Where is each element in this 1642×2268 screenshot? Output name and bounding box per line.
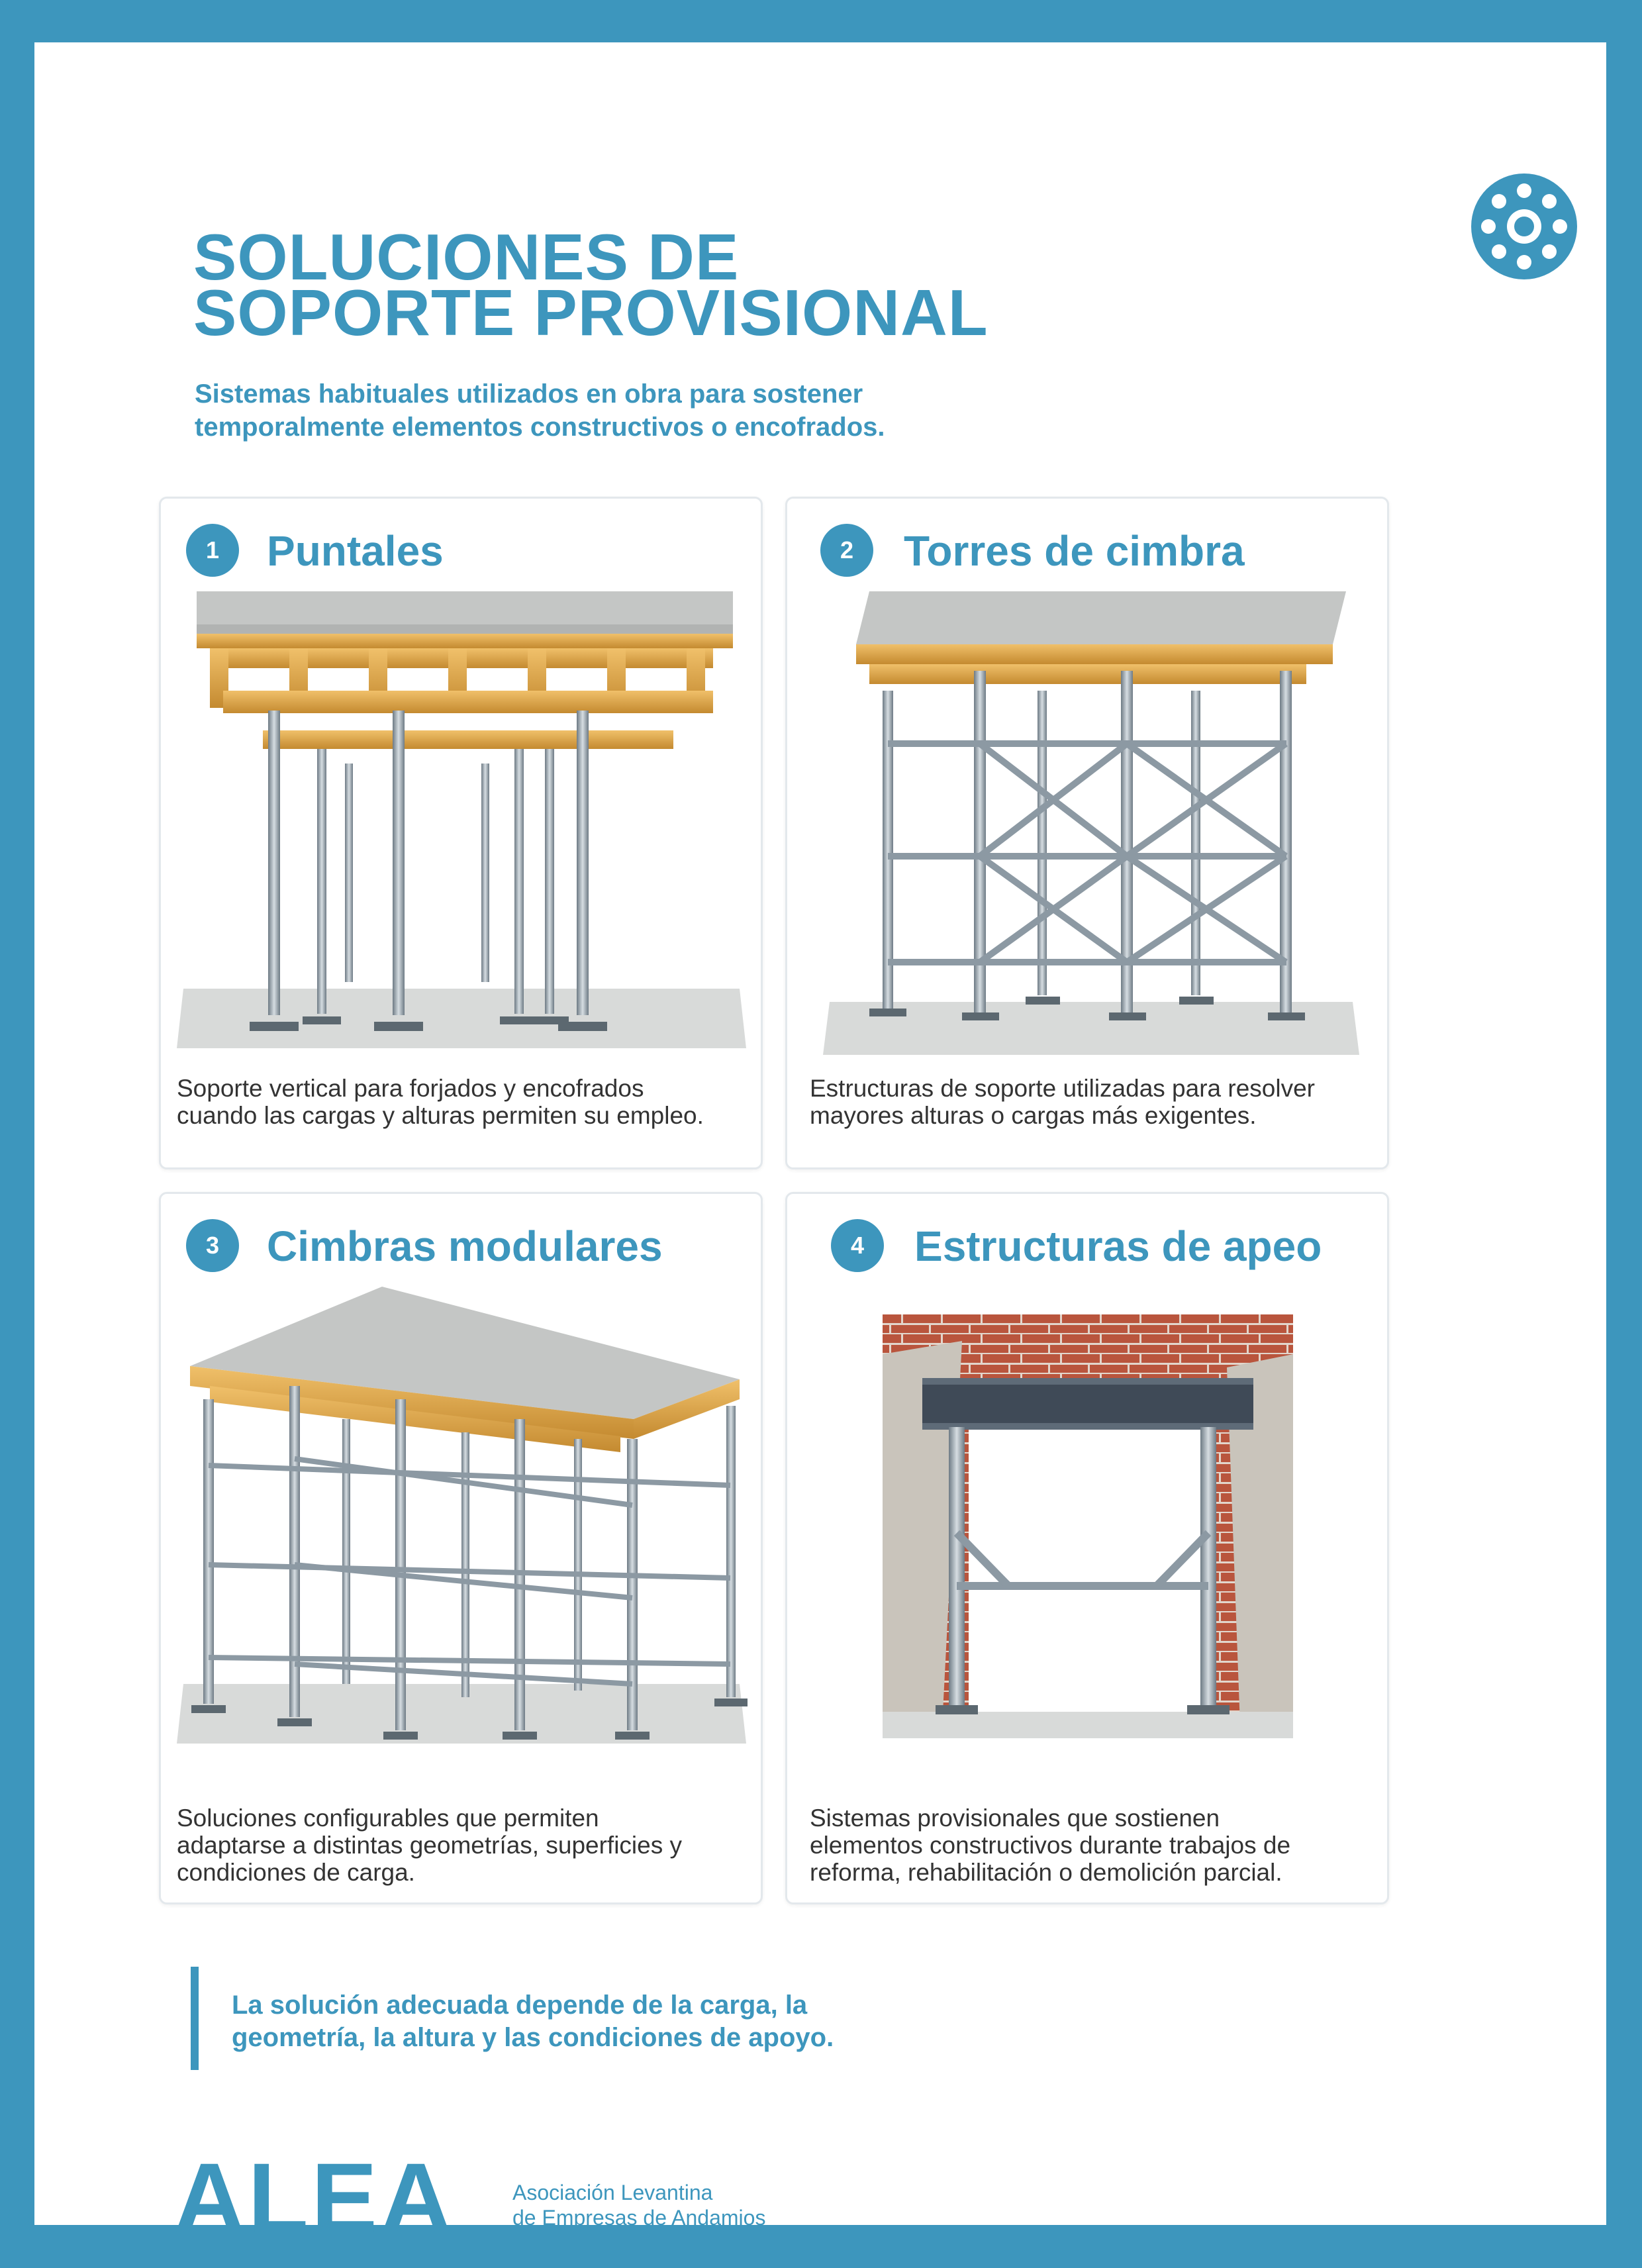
card-description xyxy=(177,1075,704,1129)
closing-statement xyxy=(232,1989,834,2054)
page-title xyxy=(193,221,989,349)
subtitle-line-2: temporalmente elementos constructivos o encofrados. xyxy=(195,413,885,442)
card-description-line: reforma, rehabilitación o demolición parcial. xyxy=(810,1859,1282,1886)
card-title: Puntales xyxy=(267,527,444,575)
card-number-badge: 2 xyxy=(820,524,873,577)
shoring-frame-illustration xyxy=(883,1314,1293,1738)
card-estructuras-de-apeo xyxy=(785,1192,1389,1904)
card-puntales xyxy=(159,497,763,1169)
card-description xyxy=(810,1075,1315,1129)
card-title: Cimbras modulares xyxy=(267,1222,663,1270)
brand-logo-text: ALEA xyxy=(173,2142,455,2253)
card-title: Torres de cimbra xyxy=(904,527,1245,575)
bearing-ring-icon xyxy=(1471,173,1577,279)
page-subtitle xyxy=(195,377,1320,444)
card-description-line: Soporte vertical para forjados y encofrados xyxy=(177,1075,644,1102)
card-description xyxy=(810,1804,1290,1886)
page-title-line-2: SOPORTE PROVISIONAL xyxy=(193,276,989,349)
card-description-line: mayores alturas o cargas más exigentes. xyxy=(810,1102,1257,1129)
card-title: Estructuras de apeo xyxy=(914,1222,1322,1270)
card-number-badge: 1 xyxy=(186,524,239,577)
card-description-line: Sistemas provisionales que sostienen xyxy=(810,1804,1220,1832)
subtitle-line-1: Sistemas habituales utilizados en obra para sostener xyxy=(195,379,863,409)
card-description-line: cuando las cargas y alturas permiten su empleo. xyxy=(177,1102,704,1129)
card-description xyxy=(177,1804,682,1886)
brand-tagline xyxy=(512,2180,765,2230)
shoring-towers-illustration xyxy=(797,591,1379,1055)
card-description-line: Soluciones configurables que permiten xyxy=(177,1804,599,1832)
card-torres-de-cimbra xyxy=(785,497,1389,1169)
closing-statement-line-2: geometría, la altura y las condiciones de apoyo. xyxy=(232,2023,834,2052)
card-description-line: elementos constructivos durante trabajos de xyxy=(810,1832,1291,1859)
modular-shoring-illustration xyxy=(170,1287,753,1750)
brand-tagline-line-2: de Empresas de Andamios xyxy=(512,2206,766,2230)
card-number-badge: 4 xyxy=(831,1219,884,1272)
quote-accent-bar xyxy=(191,1967,199,2070)
card-description-line: Estructuras de soporte utilizadas para resolver xyxy=(810,1075,1315,1102)
props-illustration xyxy=(170,591,753,1055)
page-title-line-1: SOLUCIONES DE xyxy=(193,221,740,293)
card-description-line: condiciones de carga. xyxy=(177,1859,415,1886)
card-number-badge: 3 xyxy=(186,1219,239,1272)
page xyxy=(34,42,1606,2253)
closing-statement-line-1: La solución adecuada depende de la carga, la xyxy=(232,1991,808,2020)
card-cimbras-modulares xyxy=(159,1192,763,1904)
brand-tagline-line-1: Asociación Levantina xyxy=(512,2181,713,2204)
card-description-line: adaptarse a distintas geometrías, superficies y xyxy=(177,1832,682,1859)
